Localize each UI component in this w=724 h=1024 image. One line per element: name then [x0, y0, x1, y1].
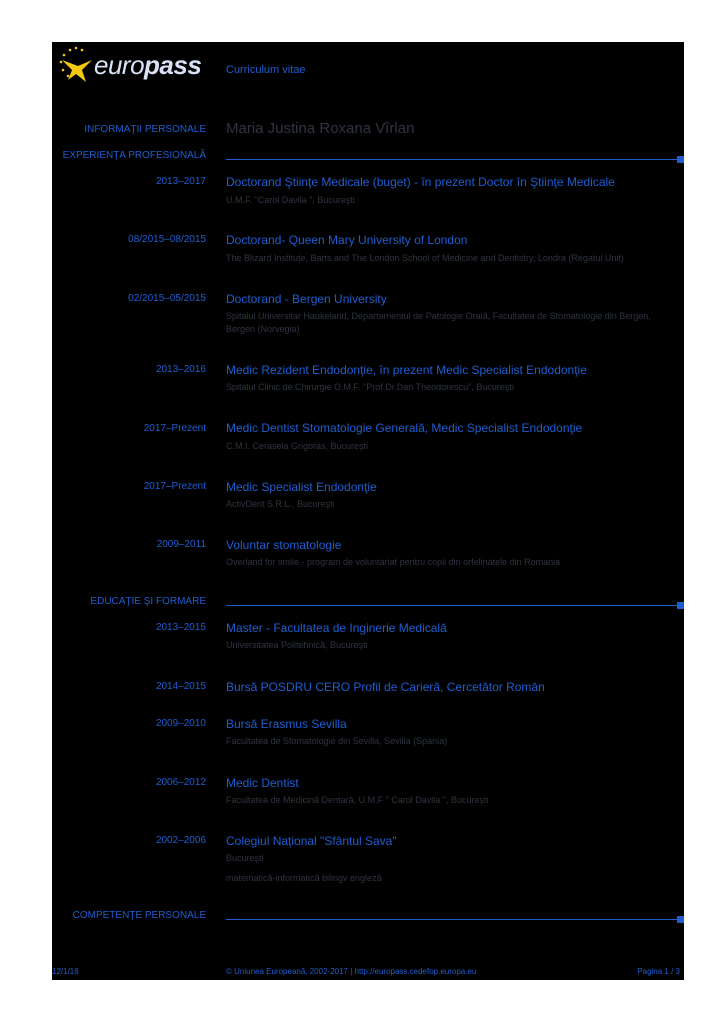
entry-date: 2014–2015	[155, 681, 206, 692]
entry-subtitle: ActivDent S.R.L., Bucureşti	[226, 499, 335, 509]
entry-date: 02/2015–05/2015	[128, 293, 206, 304]
entry-date: 2017–Prezent	[143, 423, 206, 434]
section-rule-experience	[226, 159, 678, 160]
person-name: Maria Justina Roxana Vîrlan	[226, 120, 415, 137]
section-label-education: EDUCAŢIE ŞI FORMARE	[90, 596, 206, 607]
entry-title: Doctorand Ştiinţe Medicale (buget) - în prezent Doctor în Ştiinţe Medicale	[226, 175, 615, 189]
entry-subtitle: U.M.F. "Carol Davila ", Bucureşti	[226, 195, 355, 205]
entry-title: Voluntar stomatologie	[226, 538, 342, 552]
entry-date: 2013–2017	[155, 176, 206, 187]
entry-title: Medic Rezident Endodonţie, în prezent Medic Specialist Endodonţie	[226, 363, 587, 377]
entry-subtitle: Facultatea de Medicină Dentară, U.M.F " Carol Davila ", Bucureşti	[226, 795, 489, 805]
entry-title: Doctorand - Bergen University	[226, 292, 387, 306]
europass-logo	[56, 46, 216, 86]
section-label-experience: EXPERIENŢA PROFESIONALĂ	[62, 150, 206, 161]
section-label-competences: COMPETENŢE PERSONALE	[72, 910, 206, 921]
entry-date: 2002–2006	[155, 835, 206, 846]
europass-wordmark: europass	[94, 50, 202, 80]
entry-subtitle: Overland for smile - program de voluntariat pentru copii din orfelinatele din Romania	[226, 557, 561, 567]
entry-subtitle-2: matematică-informatică bilingv engleză	[226, 873, 382, 883]
section-label-personal: INFORMAŢII PERSONALE	[84, 124, 206, 135]
entry-date: 2009–2011	[156, 539, 206, 550]
entry-title: Medic Specialist Endodonţie	[226, 480, 377, 494]
eu-stars-icon	[56, 46, 96, 86]
entry-title: Bursă Erasmus Sevilla	[226, 717, 347, 731]
cv-page	[52, 42, 684, 980]
entry-title: Medic Dentist Stomatologie Generală, Medic Specialist Endodonţie	[226, 421, 583, 435]
entry-title: Medic Dentist	[226, 776, 299, 790]
entry-subtitle: Spitalul Universitar Haukeland, Departamentul de Patologie Orală, Facultatea de Stomatologie din Bergen, Bergen (Norvegia)	[226, 311, 651, 334]
entry-subtitle: Universitatea Politehnică, Bucureşti	[226, 640, 368, 650]
entry-title: Colegiul Naţional "Sfântul Sava"	[226, 834, 397, 848]
entry-date: 2013–2015	[155, 622, 206, 633]
entry-subtitle: The Blizard Institute, Barts and The London School of Medicine and Dentistry, Londra (Regatul Unit)	[226, 253, 624, 263]
footer-date: 12/1/18	[52, 967, 79, 976]
footer-copyright: © Uniunea Europeană, 2002-2017 | http://europass.cedefop.europa.eu	[226, 967, 477, 976]
section-rule-education	[226, 605, 678, 606]
entry-date: 2009–2010	[155, 718, 206, 729]
entry-subtitle: Bucureşti	[226, 853, 264, 863]
footer-page-number: Pagina 1 / 3	[637, 967, 680, 976]
entry-title: Doctorand- Queen Mary University of London	[226, 233, 468, 247]
entry-subtitle: Spitalul Clinic de Chirurgie O.M.F. "Prof.Dr.Dan Theodorescu", Bucureşti	[226, 382, 514, 392]
entry-date: 2006–2012	[155, 777, 206, 788]
entry-title: Master - Facultatea de Inginerie Medicală	[226, 621, 447, 635]
entry-subtitle: C.M.I. Cerasela Grigoras, Bucureşti	[226, 441, 369, 451]
document-title: Curriculum vitae	[226, 64, 306, 76]
entry-date: 2017–Prezent	[143, 481, 206, 492]
section-rule-competences	[226, 919, 678, 920]
entry-subtitle: Facultatea de Stomatologie din Sevilla, Sevilla (Spania)	[226, 736, 448, 746]
entry-title: Bursă POSDRU CERO Profil de Carieră, Cercetător Român	[226, 680, 545, 694]
entry-date: 08/2015–08/2015	[128, 234, 206, 245]
entry-date: 2013–2016	[155, 364, 206, 375]
